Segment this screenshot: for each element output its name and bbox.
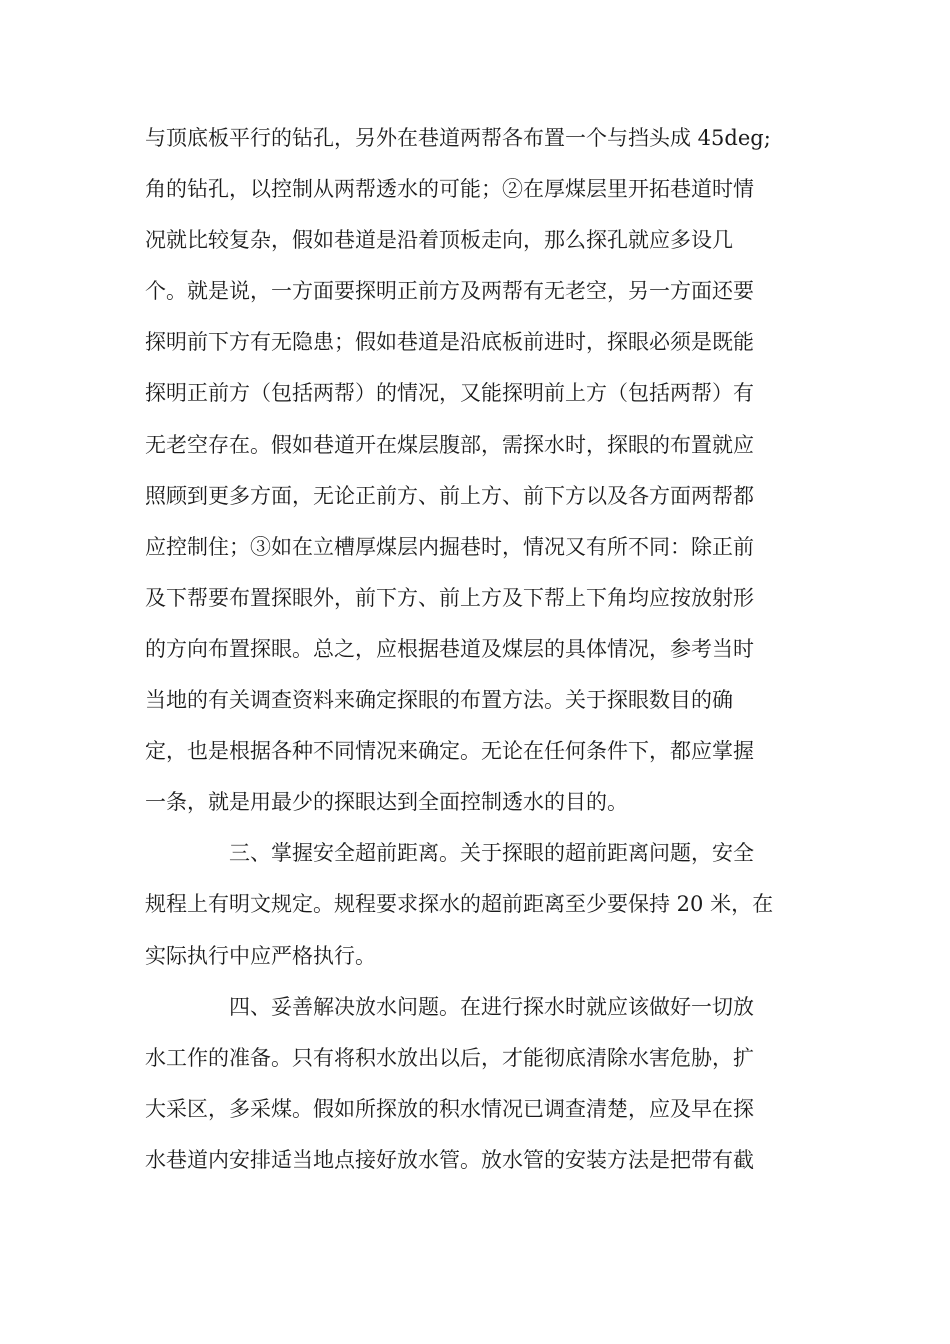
text-line: 探明正前方（包括两帮）的情况，又能探明前上方（包括两帮）有 (145, 381, 754, 406)
text-line: 应控制住；③如在立槽厚煤层内掘巷时，情况又有所不同：除正前 (145, 534, 754, 559)
text-line: 照顾到更多方面，无论正前方、前上方、前下方以及各方面两帮都 (145, 483, 754, 508)
text-line: 水巷道内安排适当地点接好放水管。放水管的安装方法是把带有截 (145, 1147, 754, 1172)
text-line: 与顶底板平行的钻孔，另外在巷道两帮各布置一个与挡头成 45deg; (145, 126, 771, 150)
text-line: 大采区，多采煤。假如所探放的积水情况已调查清楚，应及早在探 (145, 1096, 754, 1121)
text-line: 探明前下方有无隐患；假如巷道是沿底板前进时，探眼必须是既能 (145, 330, 754, 355)
text-line: 角的钻孔，以控制从两帮透水的可能；②在厚煤层里开拓巷道时情 (145, 177, 754, 202)
text-line: 况就比较复杂，假如巷道是沿着顶板走向，那么探孔就应多设几 (145, 228, 733, 253)
text-line: 无老空存在。假如巷道开在煤层腹部，需探水时，探眼的布置就应 (145, 432, 754, 457)
text-line: 的方向布置探眼。总之，应根据巷道及煤层的具体情况，参考当时 (145, 636, 754, 661)
text-line: 及下帮要布置探眼外，前下方、前上方及下帮上下角均应按放射形 (145, 585, 754, 610)
text-line: 一条，就是用最少的探眼达到全面控制透水的目的。 (145, 790, 628, 815)
body-text (145, 113, 825, 1186)
section-3-heading-line: 三、掌握安全超前距离。关于探眼的超前距离问题，安全 (229, 841, 754, 866)
text-line: 水工作的准备。只有将积水放出以后，才能彻底清除水害危胁，扩 (145, 1045, 754, 1070)
text-line: 个。就是说，一方面要探明正前方及两帮有无老空，另一方面还要 (145, 279, 754, 304)
section-4-heading-line: 四、妥善解决放水问题。在进行探水时就应该做好一切放 (229, 994, 754, 1019)
text-line: 定，也是根据各种不同情况来确定。无论在任何条件下，都应掌握 (145, 739, 754, 764)
text-line: 实际执行中应严格执行。 (145, 943, 376, 968)
text-line: 当地的有关调查资料来确定探眼的布置方法。关于探眼数目的确 (145, 688, 733, 713)
text-line: 规程上有明文规定。规程要求探水的超前距离至少要保持 20 米，在 (145, 892, 774, 917)
